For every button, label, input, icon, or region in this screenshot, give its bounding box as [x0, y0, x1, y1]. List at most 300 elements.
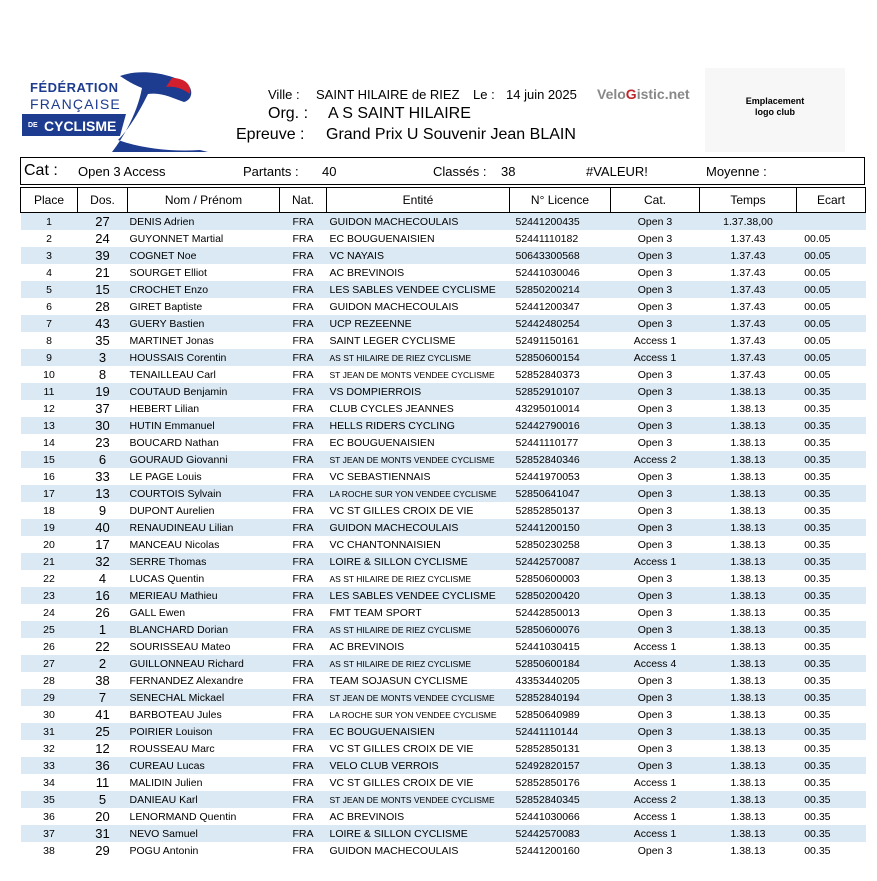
cell-name: BLANCHARD Dorian [128, 621, 280, 638]
club-logo-placeholder [705, 68, 845, 152]
cell-name: GIRET Baptiste [129, 300, 203, 313]
cell-licence: 52441030415 [515, 640, 580, 653]
cell-entity: GUIDON MACHECOULAIS [329, 844, 459, 857]
cell-name: MERIEAU Mathieu [128, 587, 280, 604]
cell-nat: FRA [292, 742, 314, 755]
cell-entity: TEAM SOJASUN CYCLISME [329, 674, 468, 687]
cell-nat: FRA [292, 606, 314, 619]
cell-time: 1.38.13 [730, 572, 766, 585]
cell-nat: FRA [292, 708, 314, 721]
logo-line-2: FRANÇAISE [30, 96, 121, 112]
cell-nat: FRA [280, 655, 327, 672]
cell-licence: 52850600184 [510, 655, 611, 672]
cell-dossard: 19 [78, 383, 128, 400]
cell-dossard: 41 [95, 707, 110, 722]
cell-name: SOURGET Elliot [129, 266, 207, 279]
cell-nat: FRA [292, 300, 314, 313]
cell-cat: Open 3 [611, 417, 700, 434]
cell-entity: VELO CLUB VERROIS [327, 757, 510, 774]
cell-name: LENORMAND Quentin [129, 810, 237, 823]
cell-licence: 52850200214 [510, 281, 611, 298]
cell-time: 1.38.13 [730, 606, 766, 619]
cell-name: LUCAS Quentin [129, 572, 205, 585]
cell-name: SOURISSEAU Mateo [129, 640, 231, 653]
cell-place: 1 [21, 213, 78, 231]
cell-place: 11 [21, 383, 78, 400]
cell-name: GALL Ewen [129, 606, 186, 619]
cell-licence: 52441200160 [515, 844, 580, 857]
cell-licence: 52852850176 [515, 776, 580, 789]
cell-dossard: 17 [95, 537, 110, 552]
col-nat: Nat. [280, 188, 327, 213]
cell-time: 1.38.13 [730, 538, 766, 551]
cell-cat: Open 3 [637, 470, 673, 483]
cell-cat: Access 1 [611, 553, 700, 570]
cell-gap: 00.35 [804, 708, 831, 721]
table-row [21, 536, 866, 553]
cell-place: 33 [21, 757, 78, 774]
logo-line-1: FÉDÉRATION [30, 80, 119, 95]
cell-nat: FRA [292, 572, 314, 585]
cell-cat: Open 3 [611, 757, 700, 774]
table-row [21, 553, 866, 570]
cell-entity: AS ST HILAIRE DE RIEZ CYCLISME [327, 621, 510, 638]
cell-nat: FRA [292, 334, 314, 347]
cell-licence: 52850600076 [510, 621, 611, 638]
cell-dossard: 29 [95, 843, 110, 858]
cell-dossard: 27 [78, 213, 128, 231]
cell-place: 37 [21, 825, 78, 842]
cell-nat: FRA [292, 470, 314, 483]
cell-dossard: 21 [95, 265, 110, 280]
cell-place: 3 [21, 247, 78, 264]
cell-licence: 52852910107 [510, 383, 611, 400]
cat-label: Cat : [24, 162, 58, 179]
cell-entity: UCP REZEENNE [327, 315, 510, 332]
cell-cat: Open 3 [611, 723, 700, 740]
cell-place: 7 [21, 315, 78, 332]
cell-cat: Open 3 [637, 708, 673, 721]
cell-cat: Open 3 [637, 402, 673, 415]
cell-entity: EC BOUGUENAISIEN [329, 436, 435, 449]
cell-name: COUTAUD Benjamin [128, 383, 280, 400]
cell-nat: FRA [292, 674, 314, 687]
table-row [21, 230, 866, 247]
cell-entity: LOIRE & SILLON CYCLISME [327, 825, 510, 842]
epreuve-value: Grand Prix U Souvenir Jean BLAIN [326, 126, 576, 143]
cell-nat: FRA [280, 825, 327, 842]
cell-time: 1.38.13 [730, 640, 766, 653]
cell-cat: Open 3 [611, 315, 700, 332]
cell-name: GUILLONNEAU Richard [128, 655, 280, 672]
cell-time: 1.38.13 [700, 417, 797, 434]
cell-gap: 00.35 [797, 825, 866, 842]
cell-dossard: 16 [78, 587, 128, 604]
cell-gap: 00.35 [797, 655, 866, 672]
cell-name: CROCHET Enzo [128, 281, 280, 298]
cell-name: ROUSSEAU Marc [129, 742, 215, 755]
table-row [21, 791, 866, 808]
cell-place: 31 [21, 723, 78, 740]
table-row [21, 298, 866, 315]
cell-cat: Open 3 [611, 621, 700, 638]
classes-value: 38 [501, 164, 516, 179]
cell-dossard: 3 [78, 349, 128, 366]
cell-time: 1.38.13 [730, 742, 766, 755]
cell-cat: Access 1 [611, 349, 700, 366]
cell-gap: 00.35 [804, 742, 831, 755]
cell-name: MANCEAU Nicolas [129, 538, 220, 551]
cell-place: 5 [21, 281, 78, 298]
cell-place: 19 [21, 519, 78, 536]
cell-gap: 00.35 [804, 572, 831, 585]
cell-time: 1.38.13 [730, 470, 766, 483]
cell-place: 34 [43, 776, 55, 789]
cell-entity: LES SABLES VENDEE CYCLISME [327, 587, 510, 604]
cell-name: SERRE Thomas [128, 553, 280, 570]
table-row [21, 349, 866, 366]
cell-time: 1.37.43 [700, 281, 797, 298]
cell-nat: FRA [280, 791, 327, 808]
table-row [21, 842, 866, 859]
cell-dossard: 25 [78, 723, 128, 740]
cell-time: 1.38.13 [730, 674, 766, 687]
cell-dossard: 6 [78, 451, 128, 468]
cell-place: 28 [43, 674, 55, 687]
cell-cat: Open 3 [611, 519, 700, 536]
cell-cat: Access 1 [633, 334, 677, 347]
cell-time: 1.38.13 [730, 708, 766, 721]
org-label: Org. : [268, 105, 309, 122]
cell-dossard: 30 [78, 417, 128, 434]
cell-dossard: 20 [95, 809, 110, 824]
col-place: Place [21, 188, 78, 213]
cell-time: 1.38.13 [700, 587, 797, 604]
cell-time: 1.37.43 [700, 315, 797, 332]
cell-cat: Access 2 [611, 451, 700, 468]
cell-cat: Open 3 [637, 538, 673, 551]
cell-licence: 52852840345 [510, 791, 611, 808]
cell-gap: 00.35 [797, 723, 866, 740]
cell-time: 1.38.13 [700, 621, 797, 638]
cell-cat: Access 1 [611, 825, 700, 842]
cell-name: POGU Antonin [129, 844, 199, 857]
cell-entity: AS ST HILAIRE DE RIEZ CYCLISME [327, 349, 510, 366]
cell-time: 1.37.43 [730, 232, 766, 245]
cell-cat: Open 3 [637, 266, 673, 279]
table-row [21, 264, 866, 281]
cell-nat: FRA [280, 757, 327, 774]
cell-place: 35 [21, 791, 78, 808]
cell-entity: GUIDON MACHECOULAIS [327, 519, 510, 536]
cell-cat: Access 1 [633, 810, 677, 823]
cell-cat: Open 3 [637, 572, 673, 585]
cell-place: 21 [21, 553, 78, 570]
partants-label: Partants : [243, 164, 299, 179]
cell-licence: 52441030046 [515, 266, 580, 279]
cell-gap: 00.35 [797, 451, 866, 468]
cell-place: 4 [46, 266, 52, 279]
cell-place: 16 [43, 470, 55, 483]
cell-licence: 52441200150 [510, 519, 611, 536]
cell-time: 1.37.43 [730, 368, 766, 381]
cell-gap: 00.35 [797, 689, 866, 706]
cell-name: SENECHAL Mickael [128, 689, 280, 706]
cell-place: 20 [43, 538, 55, 551]
cell-licence: 52442570087 [510, 553, 611, 570]
table-row [21, 485, 866, 502]
cell-time: 1.38.13 [700, 655, 797, 672]
cell-dossard: 4 [98, 571, 107, 586]
cell-name: BARBOTEAU Jules [129, 708, 222, 721]
cell-licence: 52442850013 [515, 606, 580, 619]
cell-nat: FRA [280, 519, 327, 536]
cell-licence: 52850600154 [510, 349, 611, 366]
cell-time: 1.37.38,00 [700, 213, 797, 231]
cell-place: 25 [21, 621, 78, 638]
cell-entity: VC ST GILLES CROIX DE VIE [329, 504, 474, 517]
cell-dossard: 38 [95, 673, 110, 688]
cell-licence: 52850640989 [515, 708, 580, 721]
cell-gap: 00.35 [804, 470, 831, 483]
ville-value: SAINT HILAIRE de RIEZ [316, 87, 460, 102]
table-row [21, 400, 866, 417]
cell-cat: Open 3 [637, 844, 673, 857]
cell-gap: 00.35 [797, 757, 866, 774]
cell-dossard: 33 [95, 469, 110, 484]
cell-nat: FRA [280, 349, 327, 366]
table-row [21, 825, 866, 842]
cell-name: MARTINET Jonas [129, 334, 214, 347]
cell-cat: Access 1 [633, 640, 677, 653]
cell-cat: Open 3 [637, 504, 673, 517]
cell-entity: SAINT LEGER CYCLISME [329, 334, 456, 347]
col-dossard: Dos. [78, 188, 128, 213]
cell-nat: FRA [280, 247, 327, 264]
cell-entity: EC BOUGUENAISIEN [329, 232, 435, 245]
cell-name: DANIEAU Karl [128, 791, 280, 808]
cell-entity: LA ROCHE SUR YON VENDEE CYCLISME [327, 485, 510, 502]
cell-name: TENAILLEAU Carl [129, 368, 216, 381]
cell-name: NEVO Samuel [128, 825, 280, 842]
table-row [21, 638, 866, 655]
cell-entity: GUIDON MACHECOULAIS [329, 300, 459, 313]
cell-gap: 00.35 [804, 776, 831, 789]
cell-place: 18 [43, 504, 55, 517]
cell-entity: VC NAYAIS [327, 247, 510, 264]
cell-dossard: 43 [78, 315, 128, 332]
table-row [21, 570, 866, 587]
epreuve-label: Epreuve : [236, 126, 305, 143]
cell-gap: 00.35 [797, 791, 866, 808]
cell-nat: FRA [280, 723, 327, 740]
cell-dossard: 37 [95, 401, 110, 416]
cell-dossard: 11 [95, 775, 110, 790]
cell-entity: AC BREVINOIS [329, 810, 405, 823]
cell-cat: Open 3 [611, 587, 700, 604]
cell-dossard: 26 [95, 605, 110, 620]
cell-place: 30 [43, 708, 55, 721]
cell-cat: Open 3 [637, 606, 673, 619]
cell-cat: Open 3 [637, 368, 673, 381]
cell-time: 1.38.13 [700, 383, 797, 400]
cell-nat: FRA [280, 621, 327, 638]
cell-entity: ST JEAN DE MONTS VENDEE CYCLISME [327, 791, 510, 808]
col-entity: Entité [327, 188, 510, 213]
cell-nat: FRA [292, 810, 314, 823]
cell-gap: 00.35 [804, 538, 831, 551]
placeholder-line-1: Emplacement [745, 96, 805, 106]
col-cat: Cat. [611, 188, 700, 213]
ville-label: Ville : [268, 87, 300, 102]
cell-licence: 52852840194 [510, 689, 611, 706]
table-row [21, 808, 866, 825]
table-row [21, 281, 866, 298]
cell-time: 1.37.43 [700, 349, 797, 366]
cell-entity: ST JEAN DE MONTS VENDEE CYCLISME [327, 689, 510, 706]
cell-gap: 00.05 [804, 368, 831, 381]
cell-cat: Access 2 [611, 791, 700, 808]
cell-dossard: 1 [78, 621, 128, 638]
cell-place: 22 [43, 572, 55, 585]
cell-name: GUERY Bastien [128, 315, 280, 332]
cell-gap: 00.35 [797, 553, 866, 570]
cell-name: GUYONNET Martial [129, 232, 224, 245]
cell-name: COGNET Noe [128, 247, 280, 264]
cell-cat: Open 3 [637, 436, 673, 449]
table-row [21, 451, 866, 468]
cell-name: DENIS Adrien [128, 213, 280, 231]
cell-place: 13 [21, 417, 78, 434]
col-time: Temps [700, 188, 797, 213]
cell-name: CUREAU Lucas [128, 757, 280, 774]
cell-nat: FRA [292, 844, 314, 857]
cell-gap: 00.35 [797, 417, 866, 434]
category-bar [20, 157, 865, 185]
cell-gap: 00.35 [804, 844, 831, 857]
cell-time: 1.38.13 [700, 485, 797, 502]
cell-nat: FRA [280, 485, 327, 502]
cell-dossard: 7 [78, 689, 128, 706]
cell-dossard: 32 [78, 553, 128, 570]
table-row [21, 774, 866, 791]
cell-time: 1.38.13 [730, 810, 766, 823]
cell-nat: FRA [280, 451, 327, 468]
cell-licence: 52852840346 [510, 451, 611, 468]
cell-place: 10 [43, 368, 55, 381]
cell-dossard: 40 [78, 519, 128, 536]
cell-licence: 52850641047 [510, 485, 611, 502]
cell-cat: Access 1 [633, 776, 677, 789]
cell-cat: Open 3 [611, 383, 700, 400]
col-gap: Ecart [797, 188, 866, 213]
moyenne-label: Moyenne : [706, 164, 767, 179]
cell-licence: 52850230258 [515, 538, 580, 551]
cell-time: 1.38.13 [730, 504, 766, 517]
cell-dossard: 5 [78, 791, 128, 808]
cell-entity: VC ST GILLES CROIX DE VIE [329, 742, 474, 755]
table-row [21, 502, 866, 519]
table-row [21, 621, 866, 638]
cell-nat: FRA [280, 553, 327, 570]
cell-dossard: 13 [78, 485, 128, 502]
cell-dossard: 36 [78, 757, 128, 774]
cell-dossard: 9 [98, 503, 107, 518]
cell-entity: VS DOMPIERROIS [327, 383, 510, 400]
cell-licence: 52442790016 [510, 417, 611, 434]
cell-name: HEBERT Lilian [129, 402, 200, 415]
cell-licence: 43353440205 [515, 674, 580, 687]
table-row [21, 434, 866, 451]
cell-cat: Open 3 [611, 247, 700, 264]
cell-dossard: 28 [95, 299, 110, 314]
cell-place: 17 [21, 485, 78, 502]
cell-dossard: 35 [95, 333, 110, 348]
cell-gap: 00.35 [797, 383, 866, 400]
cell-time: 1.38.13 [700, 519, 797, 536]
cell-licence: 52442480254 [510, 315, 611, 332]
cell-licence: 52442570083 [510, 825, 611, 842]
table-row [21, 604, 866, 621]
table-row [21, 213, 866, 231]
cell-cat: Open 3 [637, 674, 673, 687]
cell-name: HOUSSAIS Corentin [128, 349, 280, 366]
cell-time: 1.38.13 [700, 723, 797, 740]
cell-licence: 52491150161 [515, 334, 579, 347]
cell-entity: HELLS RIDERS CYCLING [327, 417, 510, 434]
cell-name: POIRIER Louison [128, 723, 280, 740]
cell-cat: Open 3 [611, 213, 700, 231]
cell-time: 1.38.13 [730, 844, 766, 857]
cell-nat: FRA [292, 538, 314, 551]
cell-nat: FRA [292, 640, 314, 653]
cell-time: 1.37.43 [730, 300, 766, 313]
cell-nat: FRA [280, 689, 327, 706]
cell-gap [797, 213, 866, 231]
cell-place: 38 [43, 844, 55, 857]
cell-dossard: 22 [95, 639, 110, 654]
cat-value: Open 3 Access [78, 164, 166, 179]
cell-gap: 00.35 [804, 402, 831, 415]
cell-entity: FMT TEAM SPORT [329, 606, 422, 619]
table-row [21, 247, 866, 264]
table-header [21, 188, 866, 213]
cell-place: 9 [21, 349, 78, 366]
cell-place: 14 [43, 436, 55, 449]
cell-cat: Open 3 [637, 300, 673, 313]
cell-name: DUPONT Aurelien [129, 504, 215, 517]
cell-licence: 52850600003 [515, 572, 580, 585]
cell-cat: Access 4 [611, 655, 700, 672]
cell-name: RENAUDINEAU Lilian [128, 519, 280, 536]
cell-nat: FRA [292, 504, 314, 517]
cell-place: 29 [21, 689, 78, 706]
valeur-error: #VALEUR! [586, 164, 648, 179]
cell-entity: AC BREVINOIS [329, 640, 405, 653]
cell-entity: VC ST GILLES CROIX DE VIE [329, 776, 474, 789]
cell-entity: AC BREVINOIS [329, 266, 405, 279]
cell-cat: Open 3 [637, 232, 673, 245]
table-row [21, 519, 866, 536]
cell-cat: Open 3 [611, 485, 700, 502]
cell-name: LE PAGE Louis [129, 470, 202, 483]
cell-name: GOURAUD Giovanni [128, 451, 280, 468]
table-row [21, 706, 866, 723]
cell-nat: FRA [292, 776, 314, 789]
cell-gap: 00.05 [797, 315, 866, 332]
cell-time: 1.37.43 [730, 266, 766, 279]
cell-nat: FRA [292, 368, 314, 381]
